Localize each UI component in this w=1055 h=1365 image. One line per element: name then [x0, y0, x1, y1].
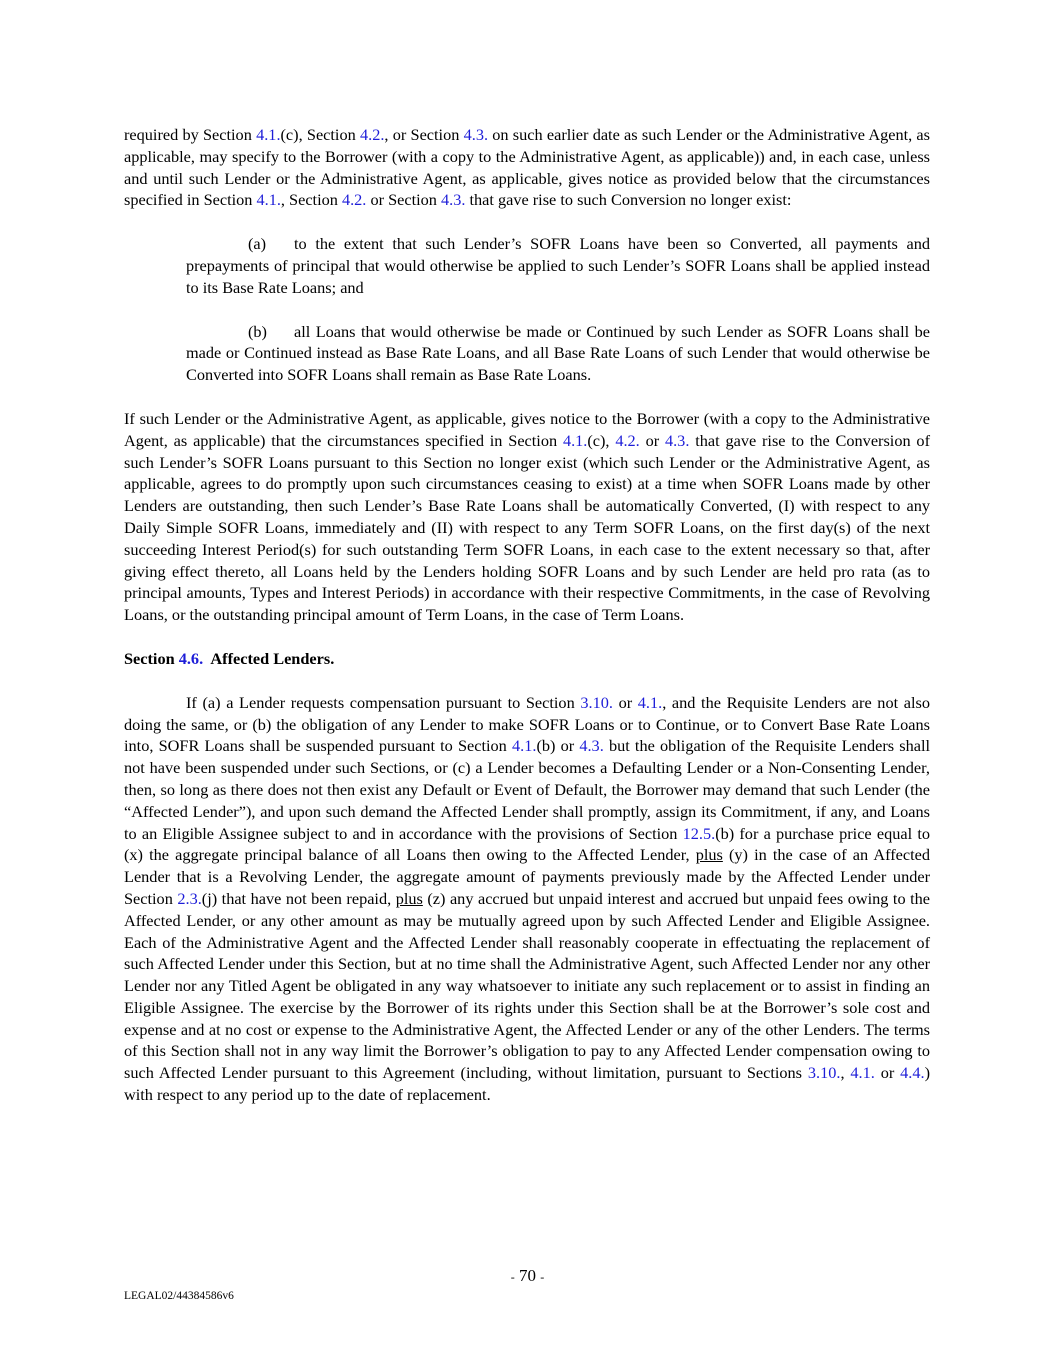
- document-body: [124, 124, 930, 1106]
- section-link[interactable]: 4.1.: [562, 430, 588, 450]
- section-link[interactable]: 4.6.: [178, 648, 204, 668]
- section-link[interactable]: 4.1.: [256, 190, 281, 210]
- clause-text: all Loans that would otherwise be made or Continued by such Lender as SOFR Loans shall be made or Continued instead as Base Rate Loans, and all Base Rate Loans of such Lender that would otherwise be Converted into SOFR Loans shall remain as Base Rate Loans.: [186, 321, 930, 385]
- section-link[interactable]: 3.10.: [807, 1063, 841, 1083]
- clause-text: to the extent that such Lender’s SOFR Loans have been so Converted, all payments and prepayments of principal that would otherwise be applied to such Lender’s SOFR Loans shall be applied instead to its Base Rate Loans; and: [186, 234, 930, 297]
- section-link[interactable]: 2.3.: [177, 888, 202, 908]
- clause-label: (a): [248, 234, 267, 254]
- section-link[interactable]: 12.5.: [682, 823, 716, 843]
- clause-a: [186, 233, 930, 298]
- underlined-term: plus: [695, 845, 723, 865]
- section-link[interactable]: 4.1.: [512, 736, 537, 756]
- page-number: - 70 -: [510, 1266, 545, 1285]
- section-link[interactable]: 4.1.: [256, 125, 281, 144]
- paragraph-affected-lenders: If (a) a Lender requests compensation pursuant to Section 3.10. or 4.1., and the Requisite Lenders are not also doing the same, or (b) the obligation of any Lender to make SOFR Loans or to Continue, or to Convert Base Rate Loans into, SOFR Loans shall be suspended pursuant to Section 4.1.(b) or 4.3. but the obligation of the Requisite Lenders shall not have been suspended under such Sections, or (c) a Lender becomes a Defaulting Lender or a Non-Consenting Lender, then, so long as there does not then exist any Default or Event of Default, the Borrower may demand that such Lender (the “Affected Lender”), and upon such demand the Affected Lender shall promptly, assign its Commitment, if any, and Loans to an Eligible Assignee subject to and in accordance with the provisions of Section 12.5.(b) for a purchase price equal to (x) the aggregate principal balance of all Loans then owing to the Affected Lender, plus (y) in the case of an Affected Lender that is a Revolving Lender, the aggregate amount of payments previously made by the Affected Lender under Section 2.3.(j) that have not been repaid, plus (z) any accrued but unpaid interest and accrued but unpaid fees owing to the Affected Lender, or any other amount as may be mutually agreed upon by such Affected Lender and Eligible Assignee. Each of the Administrative Agent and the Affected Lender shall reasonably cooperate in effectuating the replacement of such Affected Lender under this Section, but at no time shall the Administrative Agent, such Affected Lender nor any other Lender nor any Titled Agent be obligated in any way whatsoever to initiate any such replacement or to assist in finding an Eligible Assignee. The exercise by the Borrower of its rights under this Section shall be at the Borrower’s sole cost and expense and at no cost or expense to the Administrative Agent, the Affected Lender or any of the other Lenders. The terms of this Section shall not in any way limit the Borrower’s obligation to pay to any Affected Lender compensation owing to such Affected Lender pursuant to this Agreement (including, without limitation, pursuant to Sections 3.10., 4.1. or 4.4.) with respect to any period up to the date of replacement.: [124, 692, 931, 1105]
- paragraph-reconversion: If such Lender or the Administrative Agent, as applicable, gives notice to the Borrower (with a copy to the Administrative Agent, as applicable) that the circumstances specified in Section 4.1.(c), 4.2. or 4.3. that gave rise to the Conversion of such Lender’s SOFR Loans pursuant to this Section no longer exist (which such Lender or the Administrative Agent, as applicable, agrees to do promptly upon such circumstances ceasing to exist) at a time when SOFR Loans made by other Lenders are outstanding, then such Lender’s Base Rate Loans shall be automatically Converted, (I) with respect to any Daily Simple SOFR Loans, immediately and (II) with respect to any Term SOFR Loans, on the first day(s) of the next succeeding Interest Period(s) for such outstanding Term SOFR Loans, in each case to the extent necessary so that, after giving effect thereto, all Loans held by the Lenders holding SOFR Loans and by such Lender are held pro rata (as to principal amounts, Types and Interest Periods) in accordance with their respective Commitments, in the case of Revolving Loans, or the outstanding principal amount of Term Loans, in the case of Term Loans.: [124, 408, 930, 625]
- section-link[interactable]: 4.2.: [615, 430, 640, 450]
- section-link[interactable]: 4.3.: [579, 736, 604, 756]
- paragraph-conversion-continuation: required by Section 4.1.(c), Section 4.2., or Section 4.3. on such earlier date as such Lender or the Administrative Agent, as applicable, may specify to the Borrower (with a copy to the Administrative Agent, as applicable)) and, in each case, unless and until such Lender or the Administrative Agent, as applicable, gives notice as provided below that the circumstances specified in Section 4.1., Section 4.2. or Section 4.3. that gave rise to such Conversion no longer exist:: [124, 125, 930, 210]
- section-link[interactable]: 4.1.: [850, 1063, 875, 1083]
- section-link[interactable]: 4.1.: [637, 692, 663, 712]
- section-link[interactable]: 4.4.: [900, 1063, 925, 1083]
- section-link[interactable]: 4.2.: [341, 190, 367, 210]
- underlined-term: plus: [395, 888, 423, 908]
- section-heading: Section 4.6. Affected Lenders.: [124, 648, 335, 668]
- section-title: Affected Lenders.: [210, 648, 335, 668]
- section-link[interactable]: 3.10.: [580, 692, 613, 712]
- document-id: LEGAL02/44384586v6: [124, 1290, 234, 1302]
- section-link[interactable]: 4.2.: [359, 125, 385, 144]
- section-link[interactable]: 4.3.: [463, 125, 489, 144]
- section-link[interactable]: 4.3.: [440, 190, 466, 210]
- clause-b: [186, 321, 930, 386]
- clause-label: (b): [248, 321, 267, 341]
- section-link[interactable]: 4.3.: [664, 430, 690, 450]
